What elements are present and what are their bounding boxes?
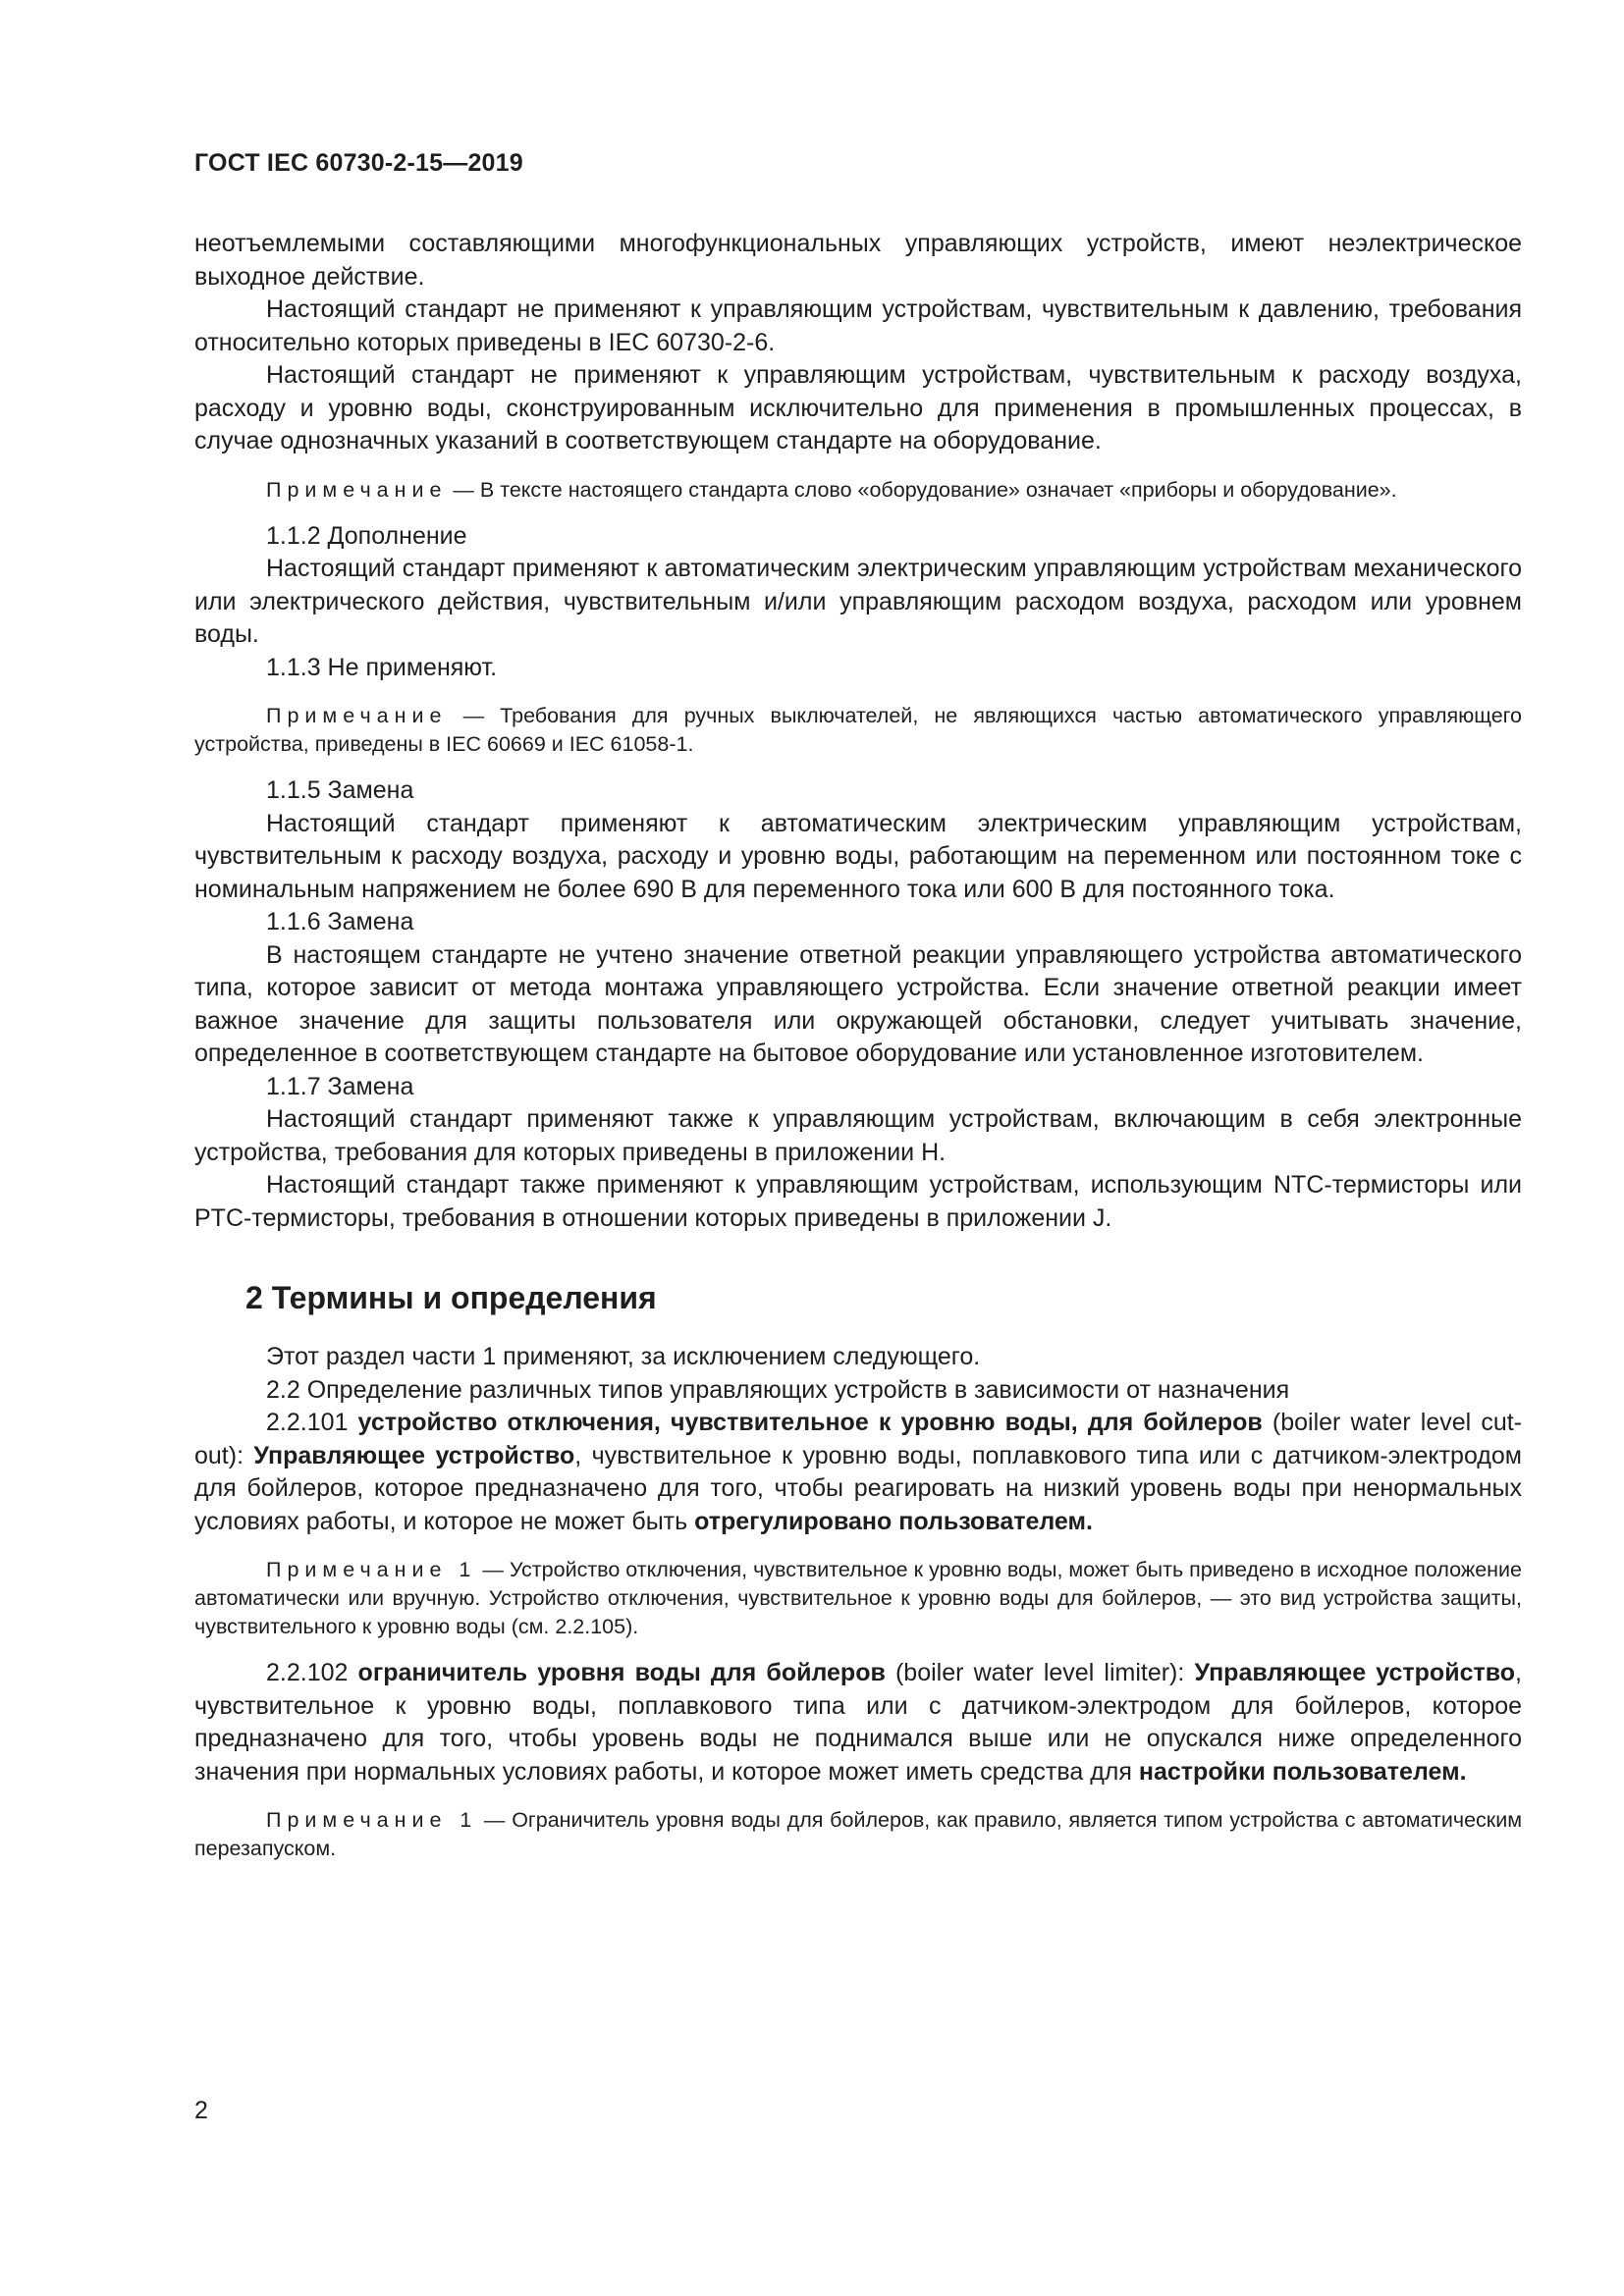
section-heading: 2 Термины и определения [245,1280,657,1315]
note-text: — Ограничитель уровня воды для бойлеров, как правило, является типом устройства с автоматическим перезапуском. [194,1808,1523,1860]
page-number: 2 [194,2097,208,2124]
definition-reference: отрегулировано пользователем. [694,1507,1093,1535]
paragraph: Настоящий стандарт применяют к автоматическим электрическим управляющим устройствам механического или электрического действия, чувствительным и/или управляющим расходом воздуха, расходом или уровнем воды. [194,555,1522,648]
definition-reference: Управляющее устройство [253,1441,575,1469]
note-text: — Устройство отключения, чувствительное к уровню воды, может быть приведено в исходное положение автоматически или вручную. Устройство отключения, чувствительное к уровню воды для бойлеров, — это вид устройства защиты, чувствительного к уровню воды (см. 2.2.105). [194,1558,1523,1638]
note [194,1556,1522,1641]
paragraph: неотъемлемыми составляющими многофункциональных управляющих устройств, имеют неэлектрическое выходное действие. [194,230,1522,291]
note [194,1806,1522,1863]
note-label: Примечание [266,477,448,502]
document-page [194,0,1522,2296]
note-label: Примечание 1 [266,1558,477,1581]
document-header: ГОСТ IEC 60730-2-15—2019 [194,149,523,177]
definition [194,1657,1522,1789]
note-text: — Требования для ручных выключателей, не являющихся частью автоматического управляющего устройства, приведены в IEC 60669 и IEC 61058-1. [194,704,1522,756]
subsection-title: 1.1.5 Замена [266,776,414,804]
definition [194,1407,1522,1538]
subsection-title: 2.2 Определение различных типов управляющих устройств в зависимости от назначения [266,1375,1290,1404]
definition-number: 2.2.101 [266,1409,358,1436]
definition-english: (boiler water level cut-out): [194,1409,1522,1469]
note-label: Примечание [266,704,448,727]
subsection-title: 1.1.2 Дополнение [266,521,467,550]
paragraph: Настоящий стандарт не применяют к управляющим устройствам, чувствительным к давлению, требования относительно которых приведены в IEC 60730-2-6. [194,295,1522,356]
note-label: Примечание 1 [266,1808,478,1832]
subsection-title: 1.1.7 Замена [266,1072,414,1100]
definition-number: 2.2.102 [266,1659,358,1686]
note [194,476,1522,505]
definition-term: ограничитель уровня воды для бойлеров [357,1659,886,1686]
definition-text: , чувствительное к уровню воды, поплавкового типа или с датчиком-электродом для бойлеров, которое предназначено для того, чтобы уровень воды не поднимался выше или не опускался ниже определенного значения при нормальных условиях работы, и которое может иметь средства для [194,1659,1522,1786]
paragraph: Настоящий стандарт применяют к автоматическим электрическим управляющим устройствам, чувствительным к расходу воздуха, расходу и уровню воды, работающим на переменном или постоянном токе с номинальным напряжением не более 690 В для переменного тока или 600 В для постоянного тока. [194,809,1522,903]
note [194,702,1522,759]
subsection-title: 1.1.3 Не применяют. [266,653,498,681]
note-text: — В тексте настоящего стандарта слово «оборудование» означает «приборы и оборудование». [447,477,1397,502]
definition-english: (boiler water level limiter): [885,1659,1195,1686]
definition-term: устройство отключения, чувствительное к уровню воды, для бойлеров [357,1409,1263,1436]
paragraph: Настоящий стандарт не применяют к управляющим устройствам, чувствительным к расходу воздуха, расходу и уровню воды, сконструированным исключительно для применения в промышленных процессах, в случае однозначных указаний в соответствующем стандарте на оборудование. [194,361,1522,454]
definition-reference: настройки пользователем. [1138,1757,1467,1786]
subsection-title: 1.1.6 Замена [266,908,414,935]
document-body [194,228,1522,1879]
definition-reference: Управляющее устройство [1194,1659,1516,1686]
paragraph: В настоящем стандарте не учтено значение ответной реакции управляющего устройства автоматического типа, которое зависит от метода монтажа управляющего устройства. Если значение ответной реакции имеет важное значение для защиты пользователя или окружающей обстановки, следует учитывать значение, определенное в соответствующем стандарте на бытовое оборудование или установленное изготовителем. [194,940,1522,1067]
paragraph: Этот раздел части 1 применяют, за исключением следующего. [266,1343,981,1370]
paragraph: Настоящий стандарт также применяют к управляющим устройствам, использующим NTC-термисторы или PTC-термисторы, требования в отношении которых приведены в приложении J. [194,1171,1522,1232]
definition-text: , чувствительное к уровню воды, поплавкового типа или с датчиком-электродом для бойлеров, которое предназначено для того, чтобы реагировать на низкий уровень воды при ненормальных условиях работы, и которое не может быть [194,1441,1522,1535]
paragraph: Настоящий стандарт применяют также к управляющим устройствам, включающим в себя электронные устройства, требования для которых приведены в приложении H. [194,1105,1522,1166]
